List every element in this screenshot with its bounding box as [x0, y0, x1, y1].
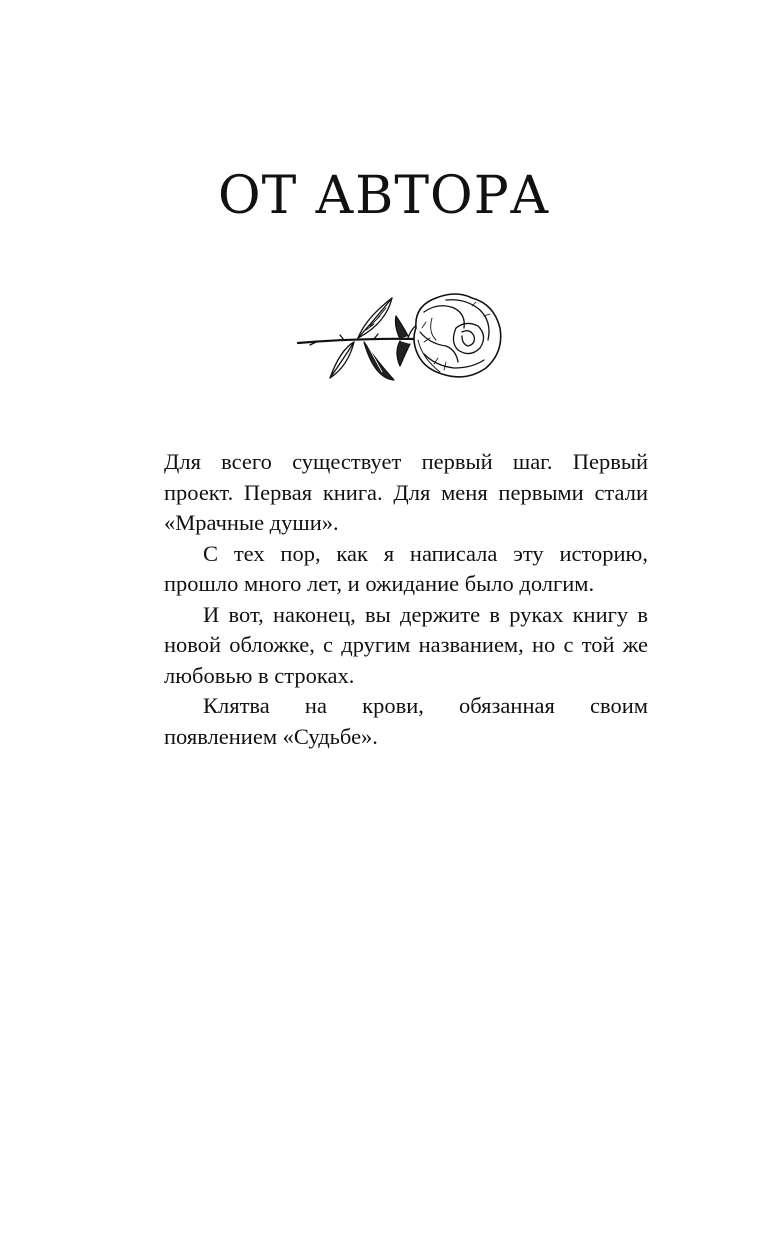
- paragraph-4: Клятва на крови, обязанная своим появлением «Судьбе».: [164, 693, 648, 749]
- rose-icon: [296, 288, 506, 388]
- paragraph-3: И вот, наконец, вы держите в руках книгу в новой обложке, с другим названием, но с той же любовью в строках.: [164, 601, 648, 688]
- chapter-title: ОТ АВТОРА: [217, 166, 551, 226]
- author-note-text: [164, 447, 648, 752]
- paragraph-1: Для всего существует первый шаг. Первый проект. Первая книга. Для меня первыми стали «Мрачные души».: [164, 449, 648, 535]
- paragraph-2: С тех пор, как я написала эту историю, прошло много лет, и ожидание было долгим.: [164, 540, 648, 596]
